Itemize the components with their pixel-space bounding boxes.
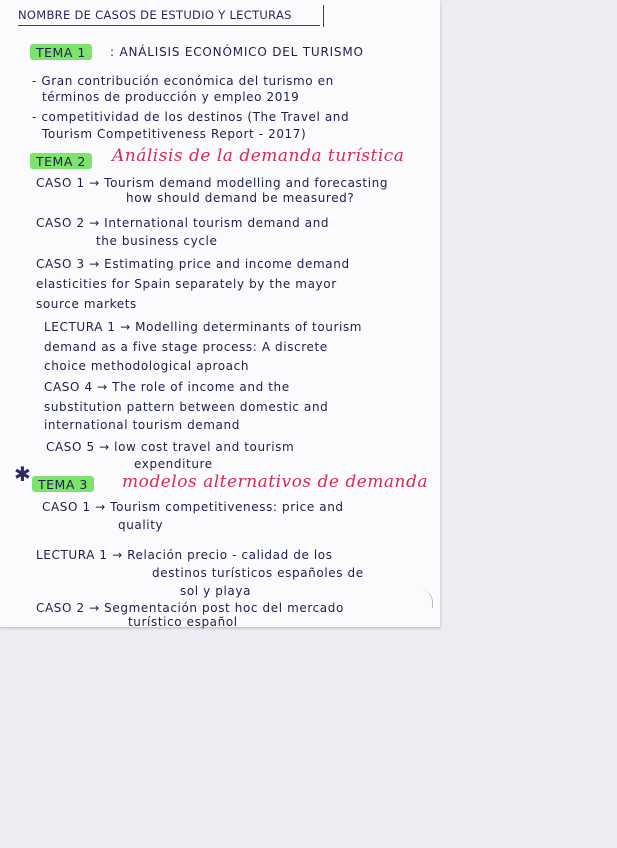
tema1-tag: TEMA 1 (30, 44, 92, 60)
tema2-line: source markets (36, 297, 137, 311)
tema2-line: choice methodological aproach (44, 359, 250, 373)
tema2-title: Análisis de la demanda turística (112, 146, 405, 166)
tema2-line: CASO 3 → Estimating price and income demand (36, 257, 350, 271)
tema1-line: términos de producción y empleo 2019 (42, 90, 300, 104)
tema2-line: demand as a five stage process: A discrete (44, 340, 328, 354)
tema2-line: CASO 5 → low cost travel and tourism (46, 440, 295, 454)
tema2-tag: TEMA 2 (30, 153, 92, 169)
tema3-line: LECTURA 1 → Relación precio - calidad de los (36, 548, 333, 562)
tema3-line: turístico español (128, 615, 238, 629)
tema2-line: expenditure (134, 457, 213, 471)
tema3-line: sol y playa (180, 584, 252, 598)
tema3-title: modelos alternativos de demanda (122, 472, 429, 492)
tema3-line: CASO 2 → Segmentación post hoc del mercado (36, 601, 344, 615)
tema1-title: : ANÁLISIS ECONÓMICO DEL TURISMO (110, 45, 364, 59)
tema2-line: LECTURA 1 → Modelling determinants of tourism (44, 320, 363, 334)
tema2-line: CASO 1 → Tourism demand modelling and forecasting (36, 176, 389, 190)
star-mark-icon: ✱ (14, 462, 31, 486)
tema3-line: destinos turísticos españoles de (152, 566, 364, 580)
tema3-line: quality (118, 518, 164, 532)
page-title: NOMBRE DE CASOS DE ESTUDIO Y LECTURAS (18, 8, 292, 22)
tema2-line: CASO 2 → International tourism demand and (36, 216, 330, 230)
tema2-line: CASO 4 → The role of income and the (44, 380, 290, 394)
tema2-line: substitution pattern between domestic and (44, 400, 329, 414)
tema3-tag: TEMA 3 (32, 476, 94, 492)
tema1-line: - competitividad de los destinos (The Travel and (32, 110, 350, 124)
tema2-line: the business cycle (96, 234, 218, 248)
tema3-line: CASO 1 → Tourism competitiveness: price and (42, 500, 344, 514)
tema1-line: Tourism Competitiveness Report - 2017) (42, 127, 307, 141)
tema2-line: international tourism demand (44, 418, 240, 432)
tema2-line: elasticities for Spain separately by the mayor (36, 277, 337, 291)
title-underline (18, 25, 320, 26)
tema2-line: how should demand be measured? (126, 191, 355, 205)
tema1-line: - Gran contribución económica del turismo en (32, 74, 334, 88)
title-end-bar (323, 5, 324, 27)
